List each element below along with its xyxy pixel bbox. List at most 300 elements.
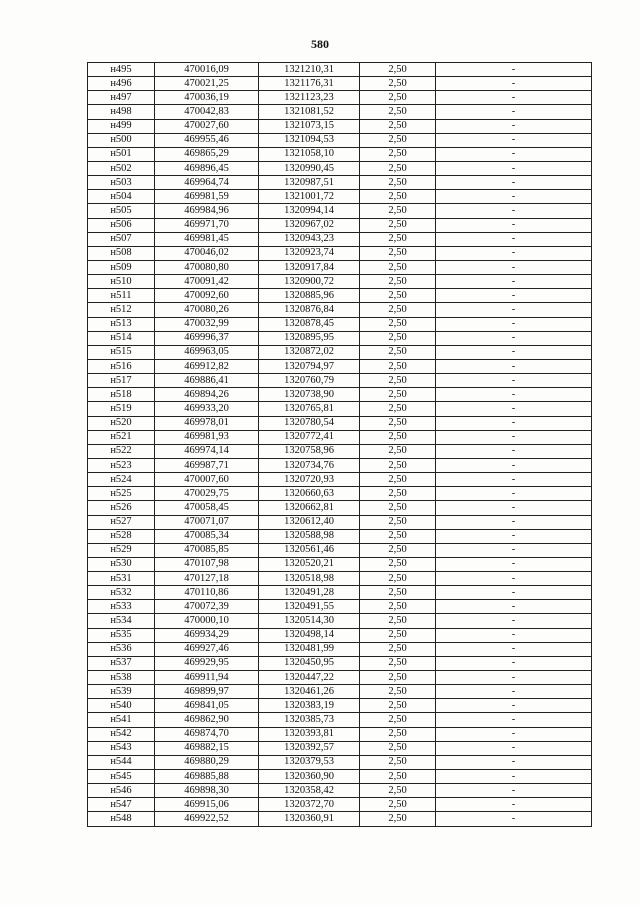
x-coordinate-cell: 470021,25	[155, 77, 259, 91]
description-cell: -	[436, 430, 592, 444]
y-coordinate-cell: 1320514,30	[259, 614, 360, 628]
point-id-cell: н545	[88, 770, 155, 784]
point-id-cell: н519	[88, 402, 155, 416]
table-row	[88, 402, 592, 416]
accuracy-cell: 2,50	[360, 572, 436, 586]
x-coordinate-cell: 469981,93	[155, 430, 259, 444]
table-row	[88, 359, 592, 373]
description-cell: -	[436, 359, 592, 373]
x-coordinate-cell: 469862,90	[155, 713, 259, 727]
point-id-cell: н496	[88, 77, 155, 91]
table-row	[88, 260, 592, 274]
accuracy-cell: 2,50	[360, 176, 436, 190]
table-row	[88, 515, 592, 529]
x-coordinate-cell: 470036,19	[155, 91, 259, 105]
point-id-cell: н525	[88, 487, 155, 501]
y-coordinate-cell: 1320734,76	[259, 458, 360, 472]
x-coordinate-cell: 469911,94	[155, 671, 259, 685]
accuracy-cell: 2,50	[360, 147, 436, 161]
point-id-cell: н513	[88, 317, 155, 331]
point-id-cell: н532	[88, 586, 155, 600]
coordinates-table	[87, 62, 592, 827]
accuracy-cell: 2,50	[360, 628, 436, 642]
table-row	[88, 600, 592, 614]
table-row	[88, 671, 592, 685]
table-row	[88, 656, 592, 670]
x-coordinate-cell: 469841,05	[155, 699, 259, 713]
accuracy-cell: 2,50	[360, 656, 436, 670]
x-coordinate-cell: 470085,85	[155, 543, 259, 557]
x-coordinate-cell: 470110,86	[155, 586, 259, 600]
point-id-cell: н521	[88, 430, 155, 444]
accuracy-cell: 2,50	[360, 699, 436, 713]
accuracy-cell: 2,50	[360, 798, 436, 812]
table-row	[88, 487, 592, 501]
x-coordinate-cell: 469963,05	[155, 345, 259, 359]
table-row	[88, 430, 592, 444]
table-row	[88, 755, 592, 769]
x-coordinate-cell: 469933,20	[155, 402, 259, 416]
table-row	[88, 586, 592, 600]
accuracy-cell: 2,50	[360, 458, 436, 472]
description-cell: -	[436, 770, 592, 784]
table-row	[88, 161, 592, 175]
y-coordinate-cell: 1320994,14	[259, 204, 360, 218]
description-cell: -	[436, 812, 592, 826]
table-row	[88, 331, 592, 345]
point-id-cell: н522	[88, 444, 155, 458]
point-id-cell: н497	[88, 91, 155, 105]
y-coordinate-cell: 1320379,53	[259, 755, 360, 769]
table-row	[88, 190, 592, 204]
table-row	[88, 529, 592, 543]
point-id-cell: н536	[88, 642, 155, 656]
table-row	[88, 727, 592, 741]
y-coordinate-cell: 1321001,72	[259, 190, 360, 204]
accuracy-cell: 2,50	[360, 331, 436, 345]
description-cell: -	[436, 529, 592, 543]
description-cell: -	[436, 218, 592, 232]
description-cell: -	[436, 487, 592, 501]
y-coordinate-cell: 1320987,51	[259, 176, 360, 190]
y-coordinate-cell: 1321073,15	[259, 119, 360, 133]
table-row	[88, 133, 592, 147]
description-cell: -	[436, 345, 592, 359]
table-row	[88, 741, 592, 755]
y-coordinate-cell: 1320794,97	[259, 359, 360, 373]
description-cell: -	[436, 600, 592, 614]
accuracy-cell: 2,50	[360, 784, 436, 798]
table-row	[88, 557, 592, 571]
description-cell: -	[436, 741, 592, 755]
point-id-cell: н531	[88, 572, 155, 586]
y-coordinate-cell: 1320518,98	[259, 572, 360, 586]
description-cell: -	[436, 133, 592, 147]
y-coordinate-cell: 1321210,31	[259, 63, 360, 77]
y-coordinate-cell: 1320876,84	[259, 303, 360, 317]
table-row	[88, 642, 592, 656]
table-row	[88, 812, 592, 826]
y-coordinate-cell: 1320360,90	[259, 770, 360, 784]
y-coordinate-cell: 1320765,81	[259, 402, 360, 416]
y-coordinate-cell: 1320760,79	[259, 374, 360, 388]
table-row	[88, 614, 592, 628]
description-cell: -	[436, 303, 592, 317]
accuracy-cell: 2,50	[360, 91, 436, 105]
y-coordinate-cell: 1320481,99	[259, 642, 360, 656]
table-row	[88, 218, 592, 232]
description-cell: -	[436, 147, 592, 161]
x-coordinate-cell: 470058,45	[155, 501, 259, 515]
description-cell: -	[436, 190, 592, 204]
x-coordinate-cell: 470092,60	[155, 289, 259, 303]
point-id-cell: н530	[88, 557, 155, 571]
point-id-cell: н520	[88, 416, 155, 430]
y-coordinate-cell: 1320360,91	[259, 812, 360, 826]
description-cell: -	[436, 656, 592, 670]
table-row	[88, 147, 592, 161]
description-cell: -	[436, 161, 592, 175]
y-coordinate-cell: 1320498,14	[259, 628, 360, 642]
table-row	[88, 784, 592, 798]
table-row	[88, 303, 592, 317]
description-cell: -	[436, 388, 592, 402]
x-coordinate-cell: 470046,02	[155, 246, 259, 260]
accuracy-cell: 2,50	[360, 317, 436, 331]
description-cell: -	[436, 374, 592, 388]
x-coordinate-cell: 469898,30	[155, 784, 259, 798]
accuracy-cell: 2,50	[360, 275, 436, 289]
point-id-cell: н517	[88, 374, 155, 388]
accuracy-cell: 2,50	[360, 586, 436, 600]
accuracy-cell: 2,50	[360, 614, 436, 628]
point-id-cell: н526	[88, 501, 155, 515]
point-id-cell: н509	[88, 260, 155, 274]
point-id-cell: н534	[88, 614, 155, 628]
description-cell: -	[436, 699, 592, 713]
y-coordinate-cell: 1320383,19	[259, 699, 360, 713]
table-row	[88, 543, 592, 557]
point-id-cell: н506	[88, 218, 155, 232]
y-coordinate-cell: 1320772,41	[259, 430, 360, 444]
y-coordinate-cell: 1320758,96	[259, 444, 360, 458]
y-coordinate-cell: 1320491,55	[259, 600, 360, 614]
point-id-cell: н507	[88, 232, 155, 246]
x-coordinate-cell: 469915,06	[155, 798, 259, 812]
point-id-cell: н544	[88, 755, 155, 769]
y-coordinate-cell: 1320895,95	[259, 331, 360, 345]
y-coordinate-cell: 1320372,70	[259, 798, 360, 812]
point-id-cell: н508	[88, 246, 155, 260]
table-row	[88, 77, 592, 91]
x-coordinate-cell: 469981,59	[155, 190, 259, 204]
x-coordinate-cell: 469886,41	[155, 374, 259, 388]
x-coordinate-cell: 469971,70	[155, 218, 259, 232]
x-coordinate-cell: 470080,26	[155, 303, 259, 317]
accuracy-cell: 2,50	[360, 543, 436, 557]
description-cell: -	[436, 331, 592, 345]
point-id-cell: н533	[88, 600, 155, 614]
y-coordinate-cell: 1320447,22	[259, 671, 360, 685]
point-id-cell: н537	[88, 656, 155, 670]
description-cell: -	[436, 63, 592, 77]
accuracy-cell: 2,50	[360, 600, 436, 614]
table-row	[88, 119, 592, 133]
description-cell: -	[436, 515, 592, 529]
x-coordinate-cell: 469912,82	[155, 359, 259, 373]
accuracy-cell: 2,50	[360, 63, 436, 77]
y-coordinate-cell: 1320660,63	[259, 487, 360, 501]
accuracy-cell: 2,50	[360, 529, 436, 543]
point-id-cell: н501	[88, 147, 155, 161]
point-id-cell: н546	[88, 784, 155, 798]
page-number: 580	[311, 37, 329, 51]
point-id-cell: н543	[88, 741, 155, 755]
description-cell: -	[436, 572, 592, 586]
x-coordinate-cell: 469978,01	[155, 416, 259, 430]
x-coordinate-cell: 469922,52	[155, 812, 259, 826]
point-id-cell: н503	[88, 176, 155, 190]
y-coordinate-cell: 1320358,42	[259, 784, 360, 798]
y-coordinate-cell: 1320588,98	[259, 529, 360, 543]
x-coordinate-cell: 469874,70	[155, 727, 259, 741]
y-coordinate-cell: 1320385,73	[259, 713, 360, 727]
accuracy-cell: 2,50	[360, 727, 436, 741]
table-row	[88, 628, 592, 642]
accuracy-cell: 2,50	[360, 812, 436, 826]
table-row	[88, 685, 592, 699]
point-id-cell: н499	[88, 119, 155, 133]
table-row	[88, 275, 592, 289]
x-coordinate-cell: 469899,97	[155, 685, 259, 699]
y-coordinate-cell: 1320878,45	[259, 317, 360, 331]
x-coordinate-cell: 469981,45	[155, 232, 259, 246]
description-cell: -	[436, 289, 592, 303]
point-id-cell: н515	[88, 345, 155, 359]
accuracy-cell: 2,50	[360, 473, 436, 487]
point-id-cell: н527	[88, 515, 155, 529]
description-cell: -	[436, 557, 592, 571]
description-cell: -	[436, 685, 592, 699]
table-row	[88, 713, 592, 727]
table-row	[88, 289, 592, 303]
description-cell: -	[436, 176, 592, 190]
description-cell: -	[436, 260, 592, 274]
point-id-cell: н516	[88, 359, 155, 373]
accuracy-cell: 2,50	[360, 416, 436, 430]
x-coordinate-cell: 469882,15	[155, 741, 259, 755]
y-coordinate-cell: 1320738,90	[259, 388, 360, 402]
x-coordinate-cell: 469964,74	[155, 176, 259, 190]
table-row	[88, 572, 592, 586]
accuracy-cell: 2,50	[360, 430, 436, 444]
description-cell: -	[436, 275, 592, 289]
accuracy-cell: 2,50	[360, 260, 436, 274]
table-row	[88, 232, 592, 246]
y-coordinate-cell: 1320392,57	[259, 741, 360, 755]
description-cell: -	[436, 458, 592, 472]
point-id-cell: н541	[88, 713, 155, 727]
description-cell: -	[436, 91, 592, 105]
point-id-cell: н504	[88, 190, 155, 204]
table-row	[88, 63, 592, 77]
y-coordinate-cell: 1321058,10	[259, 147, 360, 161]
point-id-cell: н498	[88, 105, 155, 119]
y-coordinate-cell: 1320990,45	[259, 161, 360, 175]
table-row	[88, 798, 592, 812]
x-coordinate-cell: 470107,98	[155, 557, 259, 571]
x-coordinate-cell: 470016,09	[155, 63, 259, 77]
accuracy-cell: 2,50	[360, 713, 436, 727]
description-cell: -	[436, 713, 592, 727]
x-coordinate-cell: 470029,75	[155, 487, 259, 501]
x-coordinate-cell: 469929,95	[155, 656, 259, 670]
table-row	[88, 204, 592, 218]
point-id-cell: н539	[88, 685, 155, 699]
coordinates-table-body	[88, 63, 592, 827]
y-coordinate-cell: 1321081,52	[259, 105, 360, 119]
point-id-cell: н514	[88, 331, 155, 345]
point-id-cell: н524	[88, 473, 155, 487]
accuracy-cell: 2,50	[360, 119, 436, 133]
description-cell: -	[436, 586, 592, 600]
table-row	[88, 345, 592, 359]
point-id-cell: н502	[88, 161, 155, 175]
x-coordinate-cell: 469880,29	[155, 755, 259, 769]
point-id-cell: н512	[88, 303, 155, 317]
x-coordinate-cell: 469896,45	[155, 161, 259, 175]
point-id-cell: н523	[88, 458, 155, 472]
accuracy-cell: 2,50	[360, 204, 436, 218]
point-id-cell: н540	[88, 699, 155, 713]
description-cell: -	[436, 204, 592, 218]
accuracy-cell: 2,50	[360, 374, 436, 388]
description-cell: -	[436, 77, 592, 91]
x-coordinate-cell: 470042,83	[155, 105, 259, 119]
x-coordinate-cell: 469974,14	[155, 444, 259, 458]
x-coordinate-cell: 469885,88	[155, 770, 259, 784]
accuracy-cell: 2,50	[360, 487, 436, 501]
x-coordinate-cell: 469987,71	[155, 458, 259, 472]
accuracy-cell: 2,50	[360, 133, 436, 147]
accuracy-cell: 2,50	[360, 770, 436, 784]
y-coordinate-cell: 1320780,54	[259, 416, 360, 430]
x-coordinate-cell: 470085,34	[155, 529, 259, 543]
accuracy-cell: 2,50	[360, 741, 436, 755]
x-coordinate-cell: 470000,10	[155, 614, 259, 628]
description-cell: -	[436, 232, 592, 246]
table-row	[88, 458, 592, 472]
y-coordinate-cell: 1320662,81	[259, 501, 360, 515]
table-row	[88, 374, 592, 388]
y-coordinate-cell: 1321176,31	[259, 77, 360, 91]
accuracy-cell: 2,50	[360, 77, 436, 91]
table-row	[88, 176, 592, 190]
description-cell: -	[436, 501, 592, 515]
table-row	[88, 444, 592, 458]
description-cell: -	[436, 416, 592, 430]
description-cell: -	[436, 727, 592, 741]
accuracy-cell: 2,50	[360, 359, 436, 373]
point-id-cell: н518	[88, 388, 155, 402]
x-coordinate-cell: 470007,60	[155, 473, 259, 487]
accuracy-cell: 2,50	[360, 190, 436, 204]
x-coordinate-cell: 470080,80	[155, 260, 259, 274]
description-cell: -	[436, 119, 592, 133]
accuracy-cell: 2,50	[360, 671, 436, 685]
table-row	[88, 473, 592, 487]
x-coordinate-cell: 470032,99	[155, 317, 259, 331]
x-coordinate-cell: 470091,42	[155, 275, 259, 289]
accuracy-cell: 2,50	[360, 515, 436, 529]
table-row	[88, 416, 592, 430]
accuracy-cell: 2,50	[360, 289, 436, 303]
accuracy-cell: 2,50	[360, 501, 436, 515]
x-coordinate-cell: 470127,18	[155, 572, 259, 586]
accuracy-cell: 2,50	[360, 105, 436, 119]
x-coordinate-cell: 469934,29	[155, 628, 259, 642]
y-coordinate-cell: 1320450,95	[259, 656, 360, 670]
y-coordinate-cell: 1320461,26	[259, 685, 360, 699]
accuracy-cell: 2,50	[360, 246, 436, 260]
description-cell: -	[436, 755, 592, 769]
point-id-cell: н548	[88, 812, 155, 826]
point-id-cell: н528	[88, 529, 155, 543]
description-cell: -	[436, 543, 592, 557]
description-cell: -	[436, 671, 592, 685]
description-cell: -	[436, 642, 592, 656]
y-coordinate-cell: 1320872,02	[259, 345, 360, 359]
x-coordinate-cell: 470027,60	[155, 119, 259, 133]
accuracy-cell: 2,50	[360, 685, 436, 699]
y-coordinate-cell: 1320393,81	[259, 727, 360, 741]
point-id-cell: н500	[88, 133, 155, 147]
y-coordinate-cell: 1321094,53	[259, 133, 360, 147]
table-row	[88, 388, 592, 402]
accuracy-cell: 2,50	[360, 232, 436, 246]
accuracy-cell: 2,50	[360, 218, 436, 232]
y-coordinate-cell: 1320520,21	[259, 557, 360, 571]
description-cell: -	[436, 784, 592, 798]
y-coordinate-cell: 1320720,93	[259, 473, 360, 487]
table-row	[88, 770, 592, 784]
description-cell: -	[436, 798, 592, 812]
point-id-cell: н529	[88, 543, 155, 557]
point-id-cell: н535	[88, 628, 155, 642]
point-id-cell: н511	[88, 289, 155, 303]
table-row	[88, 699, 592, 713]
y-coordinate-cell: 1320491,28	[259, 586, 360, 600]
accuracy-cell: 2,50	[360, 303, 436, 317]
y-coordinate-cell: 1321123,23	[259, 91, 360, 105]
accuracy-cell: 2,50	[360, 345, 436, 359]
table-row	[88, 91, 592, 105]
accuracy-cell: 2,50	[360, 402, 436, 416]
x-coordinate-cell: 469955,46	[155, 133, 259, 147]
y-coordinate-cell: 1320561,46	[259, 543, 360, 557]
description-cell: -	[436, 473, 592, 487]
x-coordinate-cell: 469996,37	[155, 331, 259, 345]
y-coordinate-cell: 1320885,96	[259, 289, 360, 303]
table-row	[88, 246, 592, 260]
description-cell: -	[436, 105, 592, 119]
table-row	[88, 501, 592, 515]
accuracy-cell: 2,50	[360, 388, 436, 402]
x-coordinate-cell: 469865,29	[155, 147, 259, 161]
description-cell: -	[436, 402, 592, 416]
y-coordinate-cell: 1320967,02	[259, 218, 360, 232]
accuracy-cell: 2,50	[360, 444, 436, 458]
